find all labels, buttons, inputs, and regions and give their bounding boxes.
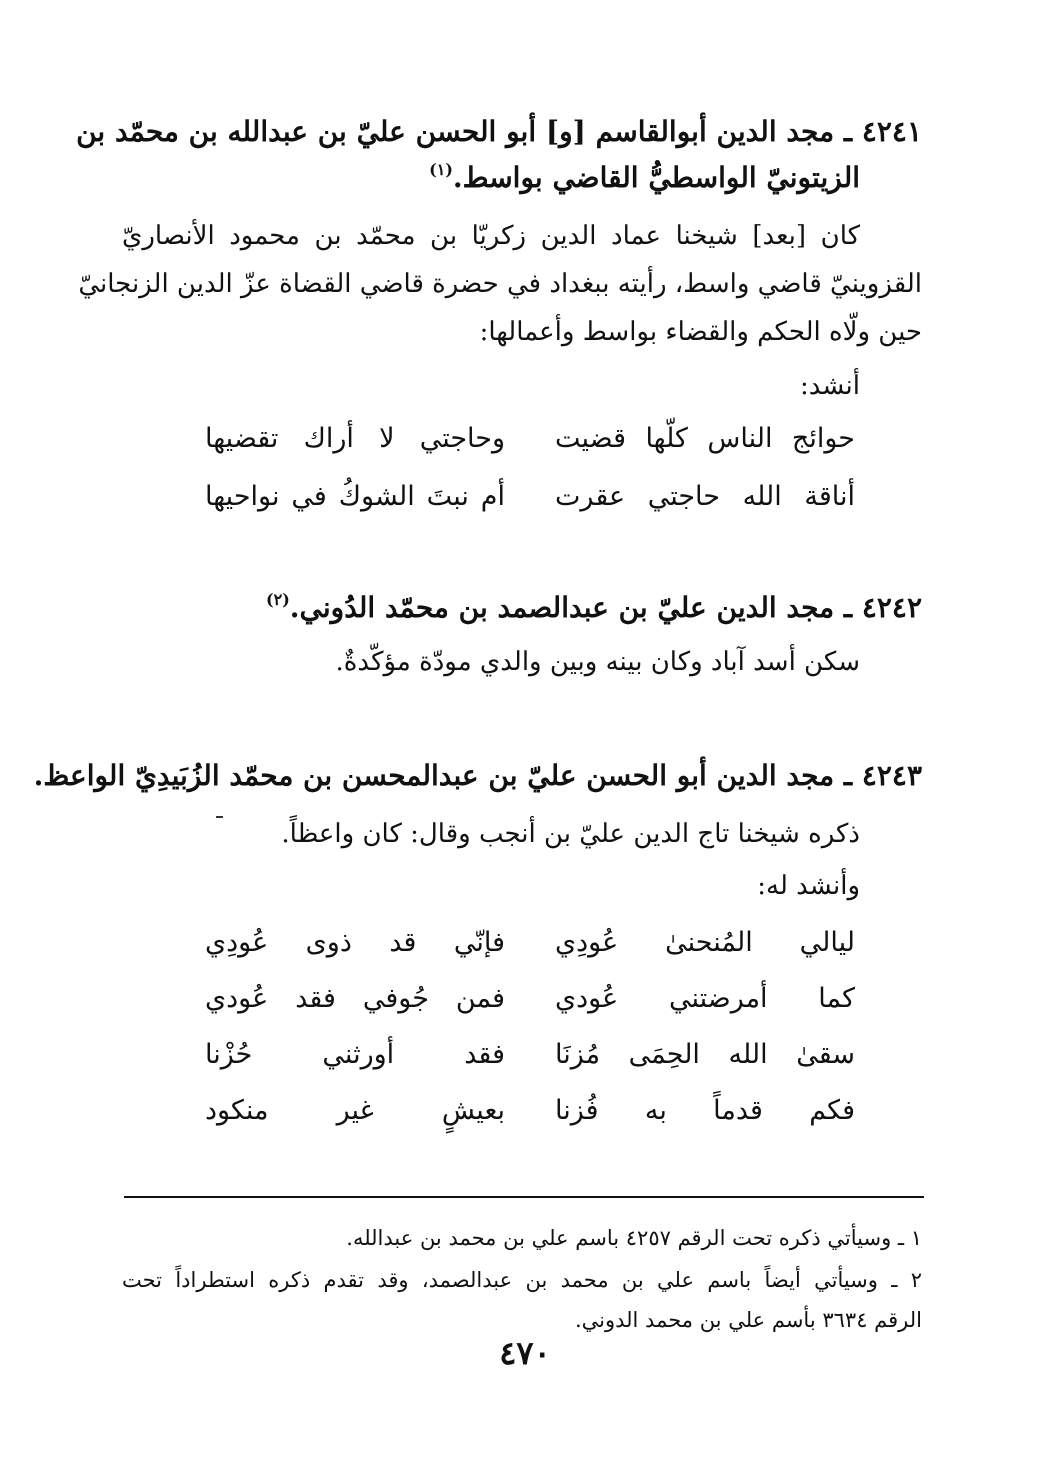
entry-4242-heading: ٤٢٤٢ ـ مجد الدين عليّ بن عبدالصمد بن محمّد الدُوني.$^{(٢)}$ <box>266 590 922 624</box>
footnote-ref-2[interactable]: (٢) <box>266 590 290 609</box>
entry-4241-heading-line-2: الزيتونيّ الواسطيُّ القاضي بواسط.$^{(١)}$ <box>429 160 860 194</box>
verse-second-hemistich: بعيشٍ غير منكود <box>205 1095 505 1126</box>
entry-4241-body-line-4: أنشد: <box>799 371 860 401</box>
verse-first-hemistich: سقىٰ الله الحِمَى مُزنَا <box>555 1039 855 1070</box>
entry-4241-heading-line-1: ٤٢٤١ ـ مجد الدين أبوالقاسم [و] أبو الحسن عليّ بن عبدالله بن محمّد بن <box>76 115 922 148</box>
verse-second-hemistich: فإنّي قد ذوى عُودِي <box>205 927 505 958</box>
footnote-2-line-2: الرقم ٣٦٣٤ بأسم علي بن محمد الدوني. <box>574 1308 922 1332</box>
entry-4241-body-line-1: كان [بعد] شيخنا عماد الدين زكريّا بن محمّد بن محمود الأنصاريّ <box>122 221 860 251</box>
verse-first-hemistich: أناقة الله حاجتي عقرت <box>555 481 855 512</box>
verse-line <box>150 1086 1050 1136</box>
entry-4241-body-line-2: القزوينيّ قاضي واسط، رأيته ببغداد في حضرة قاضي القضاة عزّ الدين الزنجانيّ <box>78 269 922 299</box>
verse-line <box>150 918 1050 968</box>
entry-4243-heading: ٤٢٤٣ ـ مجد الدين أبو الحسن عليّ بن عبدالمحسن بن محمّد الزُبَيدِيّ الواعظ. <box>33 759 922 792</box>
entry-4243-body-line-1: ذكره شيخنا تاج الدين عليّ بن أنجب وقال: كان واعظاً. <box>281 819 860 849</box>
footnote-ref-1[interactable]: (١) <box>429 160 453 179</box>
footnote-separator <box>124 1196 924 1198</box>
verse-line <box>150 1030 1050 1080</box>
entry-4242-body: سكن أسد آباد وكان بينه وبين والدي مودّة مؤكّدةٌ. <box>335 647 860 677</box>
verse-first-hemistich: كما أمرضتني عُودي <box>555 983 855 1014</box>
verse-second-hemistich: وحاجتي لا أراك تقضيها <box>205 423 505 454</box>
verse-second-hemistich: فقد أورثني حُزْنا <box>205 1039 505 1070</box>
entry-4243-body-line-2: وأنشد له: <box>757 871 860 901</box>
verse-second-hemistich: أم نبتَ الشوكُ في نواحيها <box>205 481 505 512</box>
verse-line <box>150 472 1050 522</box>
verse-first-hemistich: حوائج الناس كلّها قضيت <box>555 423 855 454</box>
verse-first-hemistich: فكم قدماً به فُزنا <box>555 1095 855 1126</box>
footnote-2-line-1: ٢ ـ وسيأتي أيضاً باسم علي بن محمد بن عبدالصمد، وقد تقدم ذكره استطراداً تحت <box>122 1268 922 1292</box>
verse-first-hemistich: ليالي المُنحنىٰ عُودِي <box>555 927 855 958</box>
verse-line <box>150 414 1050 464</box>
entry-4241-body-line-3: حين ولّاه الحكم والقضاء بواسط وأعمالها: <box>479 317 922 347</box>
verse-line <box>150 974 1050 1024</box>
page-number: ٤٧٠ <box>499 1334 551 1372</box>
verse-second-hemistich: فمن جُوفي فقد عُودي <box>205 983 505 1014</box>
footnote-1: ١ ـ وسيأتي ذكره تحت الرقم ٤٢٥٧ باسم علي بن محمد بن عبدالله. <box>346 1226 922 1250</box>
